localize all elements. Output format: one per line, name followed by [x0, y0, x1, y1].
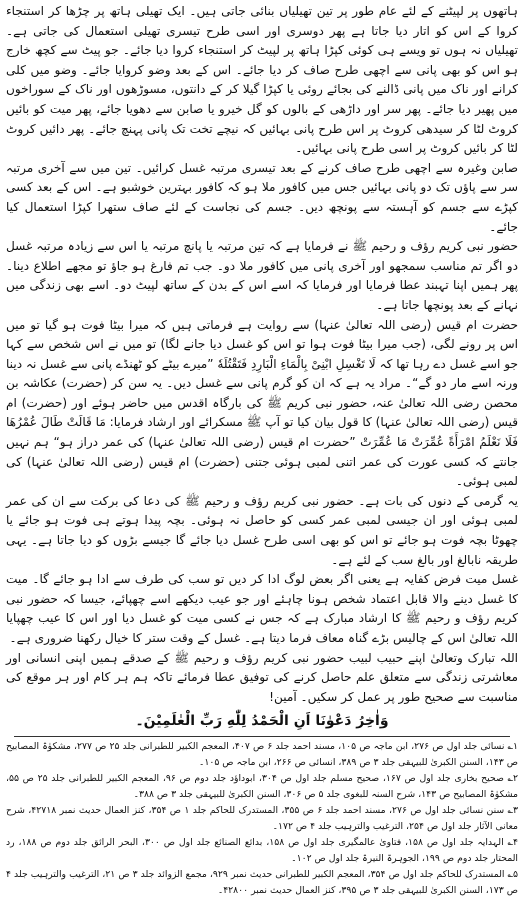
footnotes-section: [6, 739, 518, 898]
body-paragraph: اللہ تبارک وتعالیٰ اپنے حبیب لبیب حضور نبی کریم رؤف و رحیم ﷺ کے صدقے ہمیں اپنی انسانی اور معاشرتی زندگی سے متعلق علم حاصل کرنے کی توفیق عطا فرمائے تاکہ ہم ہر کام اور ہر موقع کی مناسبت سے صحیح طور پر عمل کر سکیں۔ آمین!: [6, 650, 518, 704]
footnote: ۲؎ صحیح بخاری جلد اول ص ۱۶۷، صحیح مسلم جلد اول ص ۳۰۴، ابوداؤد جلد دوم ص ۹۶، المعجم الکبیر للطبرانی جلد ۲۵ ص ۵۵، مشکوٰۃ المصابیح ص ۱۴۳، شرح السنہ للبغوی جلد ۵ ص ۳۰۶، السنن الکبریٰ للبیہقی جلد ۳ ص ۳۸۸۔: [6, 773, 518, 801]
footnote: ۱؎ نسائی جلد اول ص ۲۷۶، ابن ماجہ ص ۱۰۵، مسند احمد جلد ۶ ص ۴۰۷، المعجم الکبیر للطبرانی جلد ۲۵ ص ۲۷۷، مشکوٰۃ المصابیح ص ۱۴۳، السنن الکبریٰ للبیہقی جلد ۳ ص ۳۸۹، انسائی ص ۲۶۶، ابن ماجہ ص ۱۰۵۔: [6, 741, 518, 769]
body-paragraph: صابن وغیرہ سے اچھی طرح صاف کرنے کے بعد تیسری مرتبہ غسل کرائیں۔ تین میں سے آخری مرتبہ سر سے پاؤں تک دو پانی بہائیں جس میں کافور ملا ہو کہ کافور بہترین خوشبو ہے۔ اس کے بعد کسی کپڑے سے جسم کو آہستہ سے پونچھ دیں۔ جسم کی نجاست کے لئے صاف ستھرا کپڑا استعمال کیا جائے۔: [6, 160, 518, 234]
closing-prayer: وَاٰخِرُ دَعْوٰنَا اَنِ الْحَمْدُ لِلّٰهِ رَبِّ الْعٰلَمِیْنَ۔: [135, 713, 389, 730]
footnote: ۵؎ المستدرک للحاکم جلد اول ص ۳۵۴، المعجم الکبیر للطبرانی حدیث نمبر ۹۲۹، مجمع الزوائد جلد ۳ ص ۲۱، الترغیب والترہیب جلد ۴ ص ۱۷۳، السنن الکبریٰ للبیہقی جلد ۳ ص ۳۹۵، کنز العمال حدیث نمبر ۴۲۸۰۰۔: [6, 868, 518, 896]
body-paragraph: غسل میت فرض کفایہ ہے یعنی اگر بعض لوگ ادا کر دیں تو سب کی طرف سے ادا ہو جائے گا۔ میت کا غسل دینے والا قابل اعتماد شخص ہونا چاہئے اور جو عیب دیکھے اسے چھپائے، جیسا کہ حضور نبی کریم رؤف و رحیم ﷺ کا ارشاد مبارک ہے کہ جس نے کسی میت کو غسل دیا اور اس کا عیب چھپایا اللہ تعالیٰ اس کے چالیس بڑے گناہ معاف فرما دیتا ہے۔ غسل کے وقت ستر کا خیال رکھنا ضروری ہے۔: [6, 572, 518, 645]
body-paragraph: یہ گرمی کے دنوں کی بات ہے۔ حضور نبی کریم رؤف و رحیم ﷺ کی دعا کی برکت سے ان کی عمر لمبی ہوئی اور ان جیسی لمبی عمر کسی کو حاصل نہ ہوئی۔ بچہ پیدا ہوتے ہی فوت ہو جائے یا چھوٹا بچہ فوت ہو جائے تو اس کو بھی اسی طرح غسل دیا جائے گا جیسے بڑوں کو دیا جاتا ہے۔ یہی طریقہ نابالغ اور بالغ سب کے لئے ہے۔: [6, 493, 518, 567]
footnote: ۳؎ سنن نسائی جلد اول ص ۲۷۶، مسند احمد جلد ۶ ص ۳۵۵، المستدرک للحاکم جلد ۱ ص ۳۵۴، کنز العمال حدیث نمبر ۴۲۷۱۸، شرح معانی الآثار جلد اول ص ۲۵۴، الترغیب والترہیب جلد ۴ ص ۱۷۲۔: [6, 805, 518, 832]
footnote-divider: [14, 736, 510, 737]
body-paragraph: ہاتھوں پر لپیٹنے کے لئے عام طور پر تین تھیلیاں بنائی جاتی ہیں۔ ایک تھیلی ہاتھ پر چڑھا کر استنجاء کروا کے اس کو اتار دیا جاتا ہے پھر دوسری اور اسی طرح تیسری تھیلی استعمال کی جاتی ہے۔ تھیلیاں نہ ہوں تو ویسے ہی کوئی کپڑا ہاتھ پر لپیٹ کر استنجاء کروا دیا جائے۔ جو پیٹ سے کچھ خارج ہو اس کو بھی پانی سے اچھی طرح صاف کر دیا جائے۔ اس کے بعد وضو کروایا جائے۔ وضو میں کلی کرانے اور ناک میں پانی ڈالنے کی بجائے روئی یا کپڑا گیلا کر کے دانتوں، مسوڑھوں اور ناک کے سوراخوں میں پھیر دیا جائے۔ پھر سر اور داڑھی کے بالوں کو گل خیرو یا صابن سے دھویا جائے، پھر میت کو بائیں کروٹ لٹا کر سیدھی کروٹ پر اس طرح پانی بہائیں کہ نیچے تخت تک پانی پہنچ جائے۔ پھر دائیں کروٹ لٹا کر بائیں کروٹ پر اسی طرح پانی بہائیں۔: [6, 4, 518, 156]
footnote: ۴؎ الہدایہ جلد اول ص ۱۵۸، فتاویٰ عالمگیری جلد اول ص ۱۵۸، بدائع الصنائع جلد اول ص ۳۰۰، البحر الرائق جلد دوم ص ۱۸۸، رد المحتار جلد دوم ص ۱۹۹، الجوہرۃ النیرۃ جلد اول ص ۱۰۲۔: [6, 836, 519, 864]
body-paragraph: حضور نبی کریم رؤف و رحیم ﷺ نے فرمایا ہے کہ تین مرتبہ یا پانچ مرتبہ یا اس سے زیادہ مرتبہ غسل دو اگر تم مناسب سمجھو اور آخری پانی میں کافور ملا دو۔ جب تم فارغ ہو جاؤ تو مجھے اطلاع دینا۔ پھر ہمیں اپنا تہبند عطا فرمایا اور فرمایا کہ اسے اس کے بدن کے ساتھ لپیٹ دو۔ اسے بھی زندگی میں نہانے کے بعد پونچھا جاتا ہے۔: [6, 239, 518, 312]
body-paragraph: حضرت ام قیس (رضی اللہ تعالیٰ عنہا) سے روایت ہے فرماتی ہیں کہ میرا بیٹا فوت ہو گیا تو میں اس پر رونے لگی، (جب میرا بیٹا فوت ہوا تو اس کو غسل دیا جانے لگا) تو میں نے اس شخص سے کہا جو اسے غسل دے رہا تھا کہ لَا تَغْسِلِ ابْنِیْ بِالْمَاءِ الْبَارِدِ فَتَقْتُلَهٗ ”میرے بیٹے کو ٹھنڈے پانی سے غسل نہ دینا ورنہ اسے مار دو گے“۔ مراد یہ ہے کہ ان کو گرم پانی سے غسل دیں۔ یہ سن کر (حضرت) عکاشہ بن محصن رضی اللہ تعالیٰ عنہ، حضور نبی کریم ﷺ کی بارگاہ اقدس میں حاضر ہوئے اور (حضرت) ام قیس (رضی اللہ تعالیٰ عنہا) کا قول بیان کیا تو آپ ﷺ مسکرائے اور ارشاد فرمایا: مَا قَالَتْ طَالَ عُمْرُهَا فَلَا نَعْلَمُ امْرَأَةً عُمِّرَتْ مَا عُمِّرَتْ ”حضرت ام قیس (رضی اللہ تعالیٰ عنہا) کی عمر دراز ہو“ ہم نہیں جانتے کہ کسی عورت کی عمر اتنی لمبی ہوئی جتنی (حضرت) ام قیس (رضی اللہ تعالیٰ عنہا) کی لمبی ہوئی۔: [6, 317, 518, 489]
